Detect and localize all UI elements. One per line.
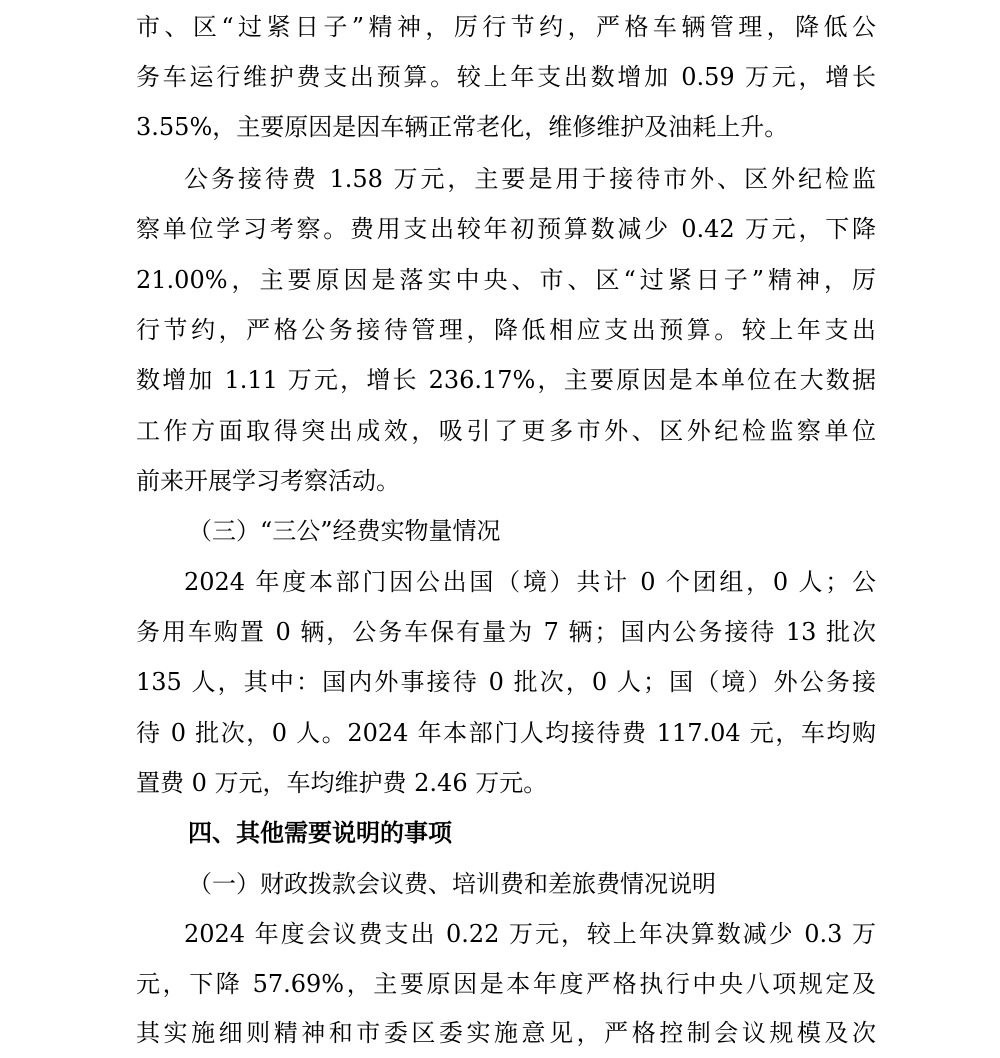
text-line: 21.00%，主要原因是落实中央、市、区“过紧日子”精神，厉 (136, 266, 876, 294)
text-line: 行节约，严格公务接待管理，降低相应支出预算。较上年支出 (136, 316, 876, 344)
text-line: 3.55%，主要原因是因车辆正常老化，维修维护及油耗上升。 (136, 113, 789, 141)
paragraph-first-line: 2024 年度会议费支出 0.22 万元，较上年决算数减少 0.3 万 (184, 920, 876, 948)
text-line: 数增加 1.11 万元，增长 236.17%，主要原因是本单位在大数据 (136, 366, 876, 394)
section-subheading: （三）“三公”经费实物量情况 (188, 517, 501, 545)
text-line: 置费 0 万元，车均维护费 2.46 万元。 (136, 769, 548, 797)
text-line: 元，下降 57.69%，主要原因是本年度严格执行中央八项规定及 (136, 970, 876, 998)
text-line: 待 0 批次，0 人。2024 年本部门人均接待费 117.04 元，车均购 (136, 719, 876, 747)
text-line: 市、区“过紧日子”精神，厉行节约，严格车辆管理，降低公 (136, 13, 876, 41)
text-line: 务车运行维护费支出预算。较上年支出数增加 0.59 万元，增长 (136, 63, 876, 91)
paragraph-first-line: 2024 年度本部门因公出国（境）共计 0 个团组，0 人；公 (184, 568, 876, 596)
section-subheading: （一）财政拨款会议费、培训费和差旅费情况说明 (188, 870, 716, 898)
text-line: 其实施细则精神和市委区委实施意见，严格控制会议规模及次 (136, 1019, 876, 1047)
text-line: 前来开展学习考察活动。 (136, 467, 400, 495)
text-line: 135 人，其中：国内外事接待 0 批次，0 人；国（境）外公务接 (136, 668, 876, 696)
text-line: 工作方面取得突出成效，吸引了更多市外、区外纪检监察单位 (136, 417, 876, 445)
text-line: 察单位学习考察。费用支出较年初预算数减少 0.42 万元，下降 (136, 215, 876, 243)
paragraph-first-line: 公务接待费 1.58 万元，主要是用于接待市外、区外纪检监 (184, 165, 876, 193)
text-line: 务用车购置 0 辆，公务车保有量为 7 辆；国内公务接待 13 批次 (136, 618, 876, 646)
section-heading: 四、其他需要说明的事项 (188, 819, 452, 847)
